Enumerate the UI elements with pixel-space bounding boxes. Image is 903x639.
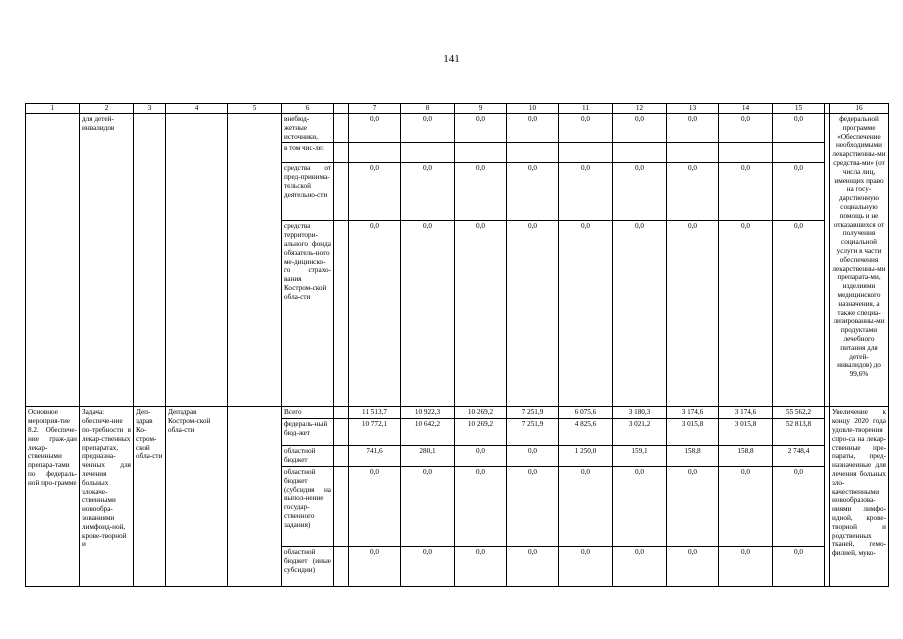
value-cell <box>773 143 825 163</box>
value-cell: 0,0 <box>613 221 667 407</box>
header-cell: 12 <box>613 104 667 114</box>
spacer-cell <box>334 546 349 586</box>
header-cell: 3 <box>134 104 166 114</box>
value-cell: 0,0 <box>349 221 401 407</box>
value-cell: 7 251,9 <box>507 419 559 446</box>
value-cell: 741,6 <box>349 446 401 467</box>
result-cell: федеральной программе «Обеспечение необходимыми лекарственны-ми средства-ми» (от числа лиц, имеющих право на госу-дарственную социальную помощь и не отказавшихся от получения социальной услуги в части обеспечения лекарственны-ми препарата-ми, изделиями медицинского назначения, а также специа-лизированны-ми продуктами лечебного питания для детей-инвалидов) до 99,6% <box>830 114 889 407</box>
value-cell: 159,1 <box>613 446 667 467</box>
value-cell: 0,0 <box>401 114 455 143</box>
value-cell: 0,0 <box>455 446 507 467</box>
value-cell: 0,0 <box>401 163 455 221</box>
value-cell: 0,0 <box>719 163 773 221</box>
spacer-cell <box>334 419 349 446</box>
value-cell: 0,0 <box>401 466 455 546</box>
value-cell: 0,0 <box>719 114 773 143</box>
value-cell: 158,8 <box>667 446 719 467</box>
value-cell: 55 562,2 <box>773 407 825 419</box>
header-cell: 7 <box>349 104 401 114</box>
spacer-cell <box>334 466 349 546</box>
value-cell: 0,0 <box>507 163 559 221</box>
value-cell: 280,1 <box>401 446 455 467</box>
header-cell: 2 <box>80 104 134 114</box>
cell-col5 <box>228 114 282 407</box>
cell-col4: Депздрав Костром-ской обла-сти <box>166 407 228 587</box>
value-cell: 6 075,6 <box>559 407 613 419</box>
value-cell: 7 251,9 <box>507 407 559 419</box>
value-cell: 3 174,6 <box>719 407 773 419</box>
header-cell: 10 <box>507 104 559 114</box>
value-cell: 0,0 <box>349 466 401 546</box>
value-cell: 0,0 <box>773 114 825 143</box>
value-cell: 0,0 <box>613 114 667 143</box>
value-cell: 10 772,1 <box>349 419 401 446</box>
value-cell: 0,0 <box>455 163 507 221</box>
value-cell: 10 922,3 <box>401 407 455 419</box>
source-label: средства от пред-принима-тельской деятельно-сти <box>282 163 334 221</box>
source-label: внебюд-жетные источники, <box>282 114 334 143</box>
source-label: в том чис-ле: <box>282 143 334 163</box>
header-cell: 4 <box>166 104 228 114</box>
header-cell: 13 <box>667 104 719 114</box>
value-cell: 0,0 <box>613 546 667 586</box>
value-cell: 0,0 <box>507 446 559 467</box>
spacer-cell <box>334 143 349 163</box>
value-cell: 0,0 <box>559 466 613 546</box>
table-row <box>26 407 889 419</box>
value-cell: 0,0 <box>667 546 719 586</box>
value-cell: 0,0 <box>719 546 773 586</box>
value-cell: 0,0 <box>455 221 507 407</box>
source-label: областной бюджет <box>282 446 334 467</box>
value-cell: 0,0 <box>455 546 507 586</box>
value-cell: 52 813,8 <box>773 419 825 446</box>
value-cell <box>667 143 719 163</box>
source-label: областной бюджет (субсидия на выпол-нение государ-ственного задания) <box>282 466 334 546</box>
value-cell: 0,0 <box>773 221 825 407</box>
value-cell: 3 015,8 <box>667 419 719 446</box>
value-cell: 0,0 <box>507 546 559 586</box>
value-cell: 0,0 <box>559 546 613 586</box>
header-cell: 15 <box>773 104 825 114</box>
value-cell: 0,0 <box>559 163 613 221</box>
cell-col2: Задача: обеспече-ние по-требности в лекар-ственных препаратах, предназна-ченных для лечения больных злокаче-ственными новообра-зованиями лимфоид-ной, крове-творной и <box>80 407 134 587</box>
value-cell: 0,0 <box>507 221 559 407</box>
value-cell: 3 180,3 <box>613 407 667 419</box>
budget-table <box>25 103 889 587</box>
value-cell <box>349 143 401 163</box>
value-cell: 0,0 <box>507 466 559 546</box>
value-cell: 0,0 <box>613 466 667 546</box>
value-cell: 4 825,6 <box>559 419 613 446</box>
value-cell: 0,0 <box>667 163 719 221</box>
value-cell: 3 021,2 <box>613 419 667 446</box>
spacer-cell <box>334 163 349 221</box>
source-label: Всего <box>282 407 334 419</box>
value-cell: 0,0 <box>667 114 719 143</box>
value-cell <box>401 143 455 163</box>
cell-col1 <box>26 114 80 407</box>
header-cell <box>334 104 349 114</box>
source-label: средства территори-ального фонда обязатель-ного ме-дицинско-го страхо-вания Костром-ской обла-сти <box>282 221 334 407</box>
value-cell <box>455 143 507 163</box>
header-cell: 6 <box>282 104 334 114</box>
value-cell: 1 250,0 <box>559 446 613 467</box>
cell-col3: Деп-здрав Ко-стром-ской обла-сти <box>134 407 166 587</box>
cell-col2: для детей-инвалидов <box>80 114 134 407</box>
header-cell: 11 <box>559 104 613 114</box>
value-cell: 0,0 <box>559 221 613 407</box>
header-cell: 5 <box>228 104 282 114</box>
header-row <box>26 104 889 114</box>
value-cell: 0,0 <box>455 466 507 546</box>
value-cell: 10 269,2 <box>455 419 507 446</box>
header-cell: 8 <box>401 104 455 114</box>
spacer-cell <box>334 114 349 143</box>
page-number: 141 <box>443 53 460 65</box>
spacer-cell <box>334 446 349 467</box>
value-cell: 3 015,8 <box>719 419 773 446</box>
header-cell: 14 <box>719 104 773 114</box>
value-cell: 0,0 <box>401 546 455 586</box>
value-cell: 0,0 <box>667 221 719 407</box>
cell-col5 <box>228 407 282 587</box>
value-cell: 0,0 <box>455 114 507 143</box>
value-cell: 10 269,2 <box>455 407 507 419</box>
header-cell: 16 <box>830 104 889 114</box>
cell-col1: Основное мероприя-тие 8.2. Обеспече-ние граж-дан лекар-ственными препара-тами по федераль-ной про-грамме <box>26 407 80 587</box>
header-cell: 9 <box>455 104 507 114</box>
value-cell <box>719 143 773 163</box>
value-cell: 2 748,4 <box>773 446 825 467</box>
value-cell <box>507 143 559 163</box>
value-cell <box>613 143 667 163</box>
value-cell: 0,0 <box>719 466 773 546</box>
source-label: областной бюджет (иные субсидии) <box>282 546 334 586</box>
value-cell: 0,0 <box>349 546 401 586</box>
value-cell: 11 513,7 <box>349 407 401 419</box>
value-cell: 0,0 <box>507 114 559 143</box>
value-cell: 0,0 <box>773 546 825 586</box>
value-cell: 0,0 <box>719 221 773 407</box>
value-cell: 0,0 <box>559 114 613 143</box>
header-cell: 1 <box>26 104 80 114</box>
cell-col3 <box>134 114 166 407</box>
spacer-cell <box>334 407 349 419</box>
cell-col4 <box>166 114 228 407</box>
value-cell <box>559 143 613 163</box>
table-row <box>26 114 889 143</box>
value-cell: 10 642,2 <box>401 419 455 446</box>
value-cell: 0,0 <box>667 466 719 546</box>
value-cell: 0,0 <box>349 114 401 143</box>
value-cell: 158,8 <box>719 446 773 467</box>
value-cell: 3 174,6 <box>667 407 719 419</box>
value-cell: 0,0 <box>349 163 401 221</box>
spacer-cell <box>334 221 349 407</box>
value-cell: 0,0 <box>773 466 825 546</box>
source-label: федераль-ный бюд-жет <box>282 419 334 446</box>
result-cell: Увеличение к концу 2020 года удовле-творения спро-са на лекар-ственные пре-параты, пред-назначенные для лечения больных зло-качественными новообразова-ниями лимфо-идной, крове-творной и родственных тканей, гемо-филией, муко- <box>830 407 889 587</box>
value-cell: 0,0 <box>773 163 825 221</box>
value-cell: 0,0 <box>613 163 667 221</box>
value-cell: 0,0 <box>401 221 455 407</box>
